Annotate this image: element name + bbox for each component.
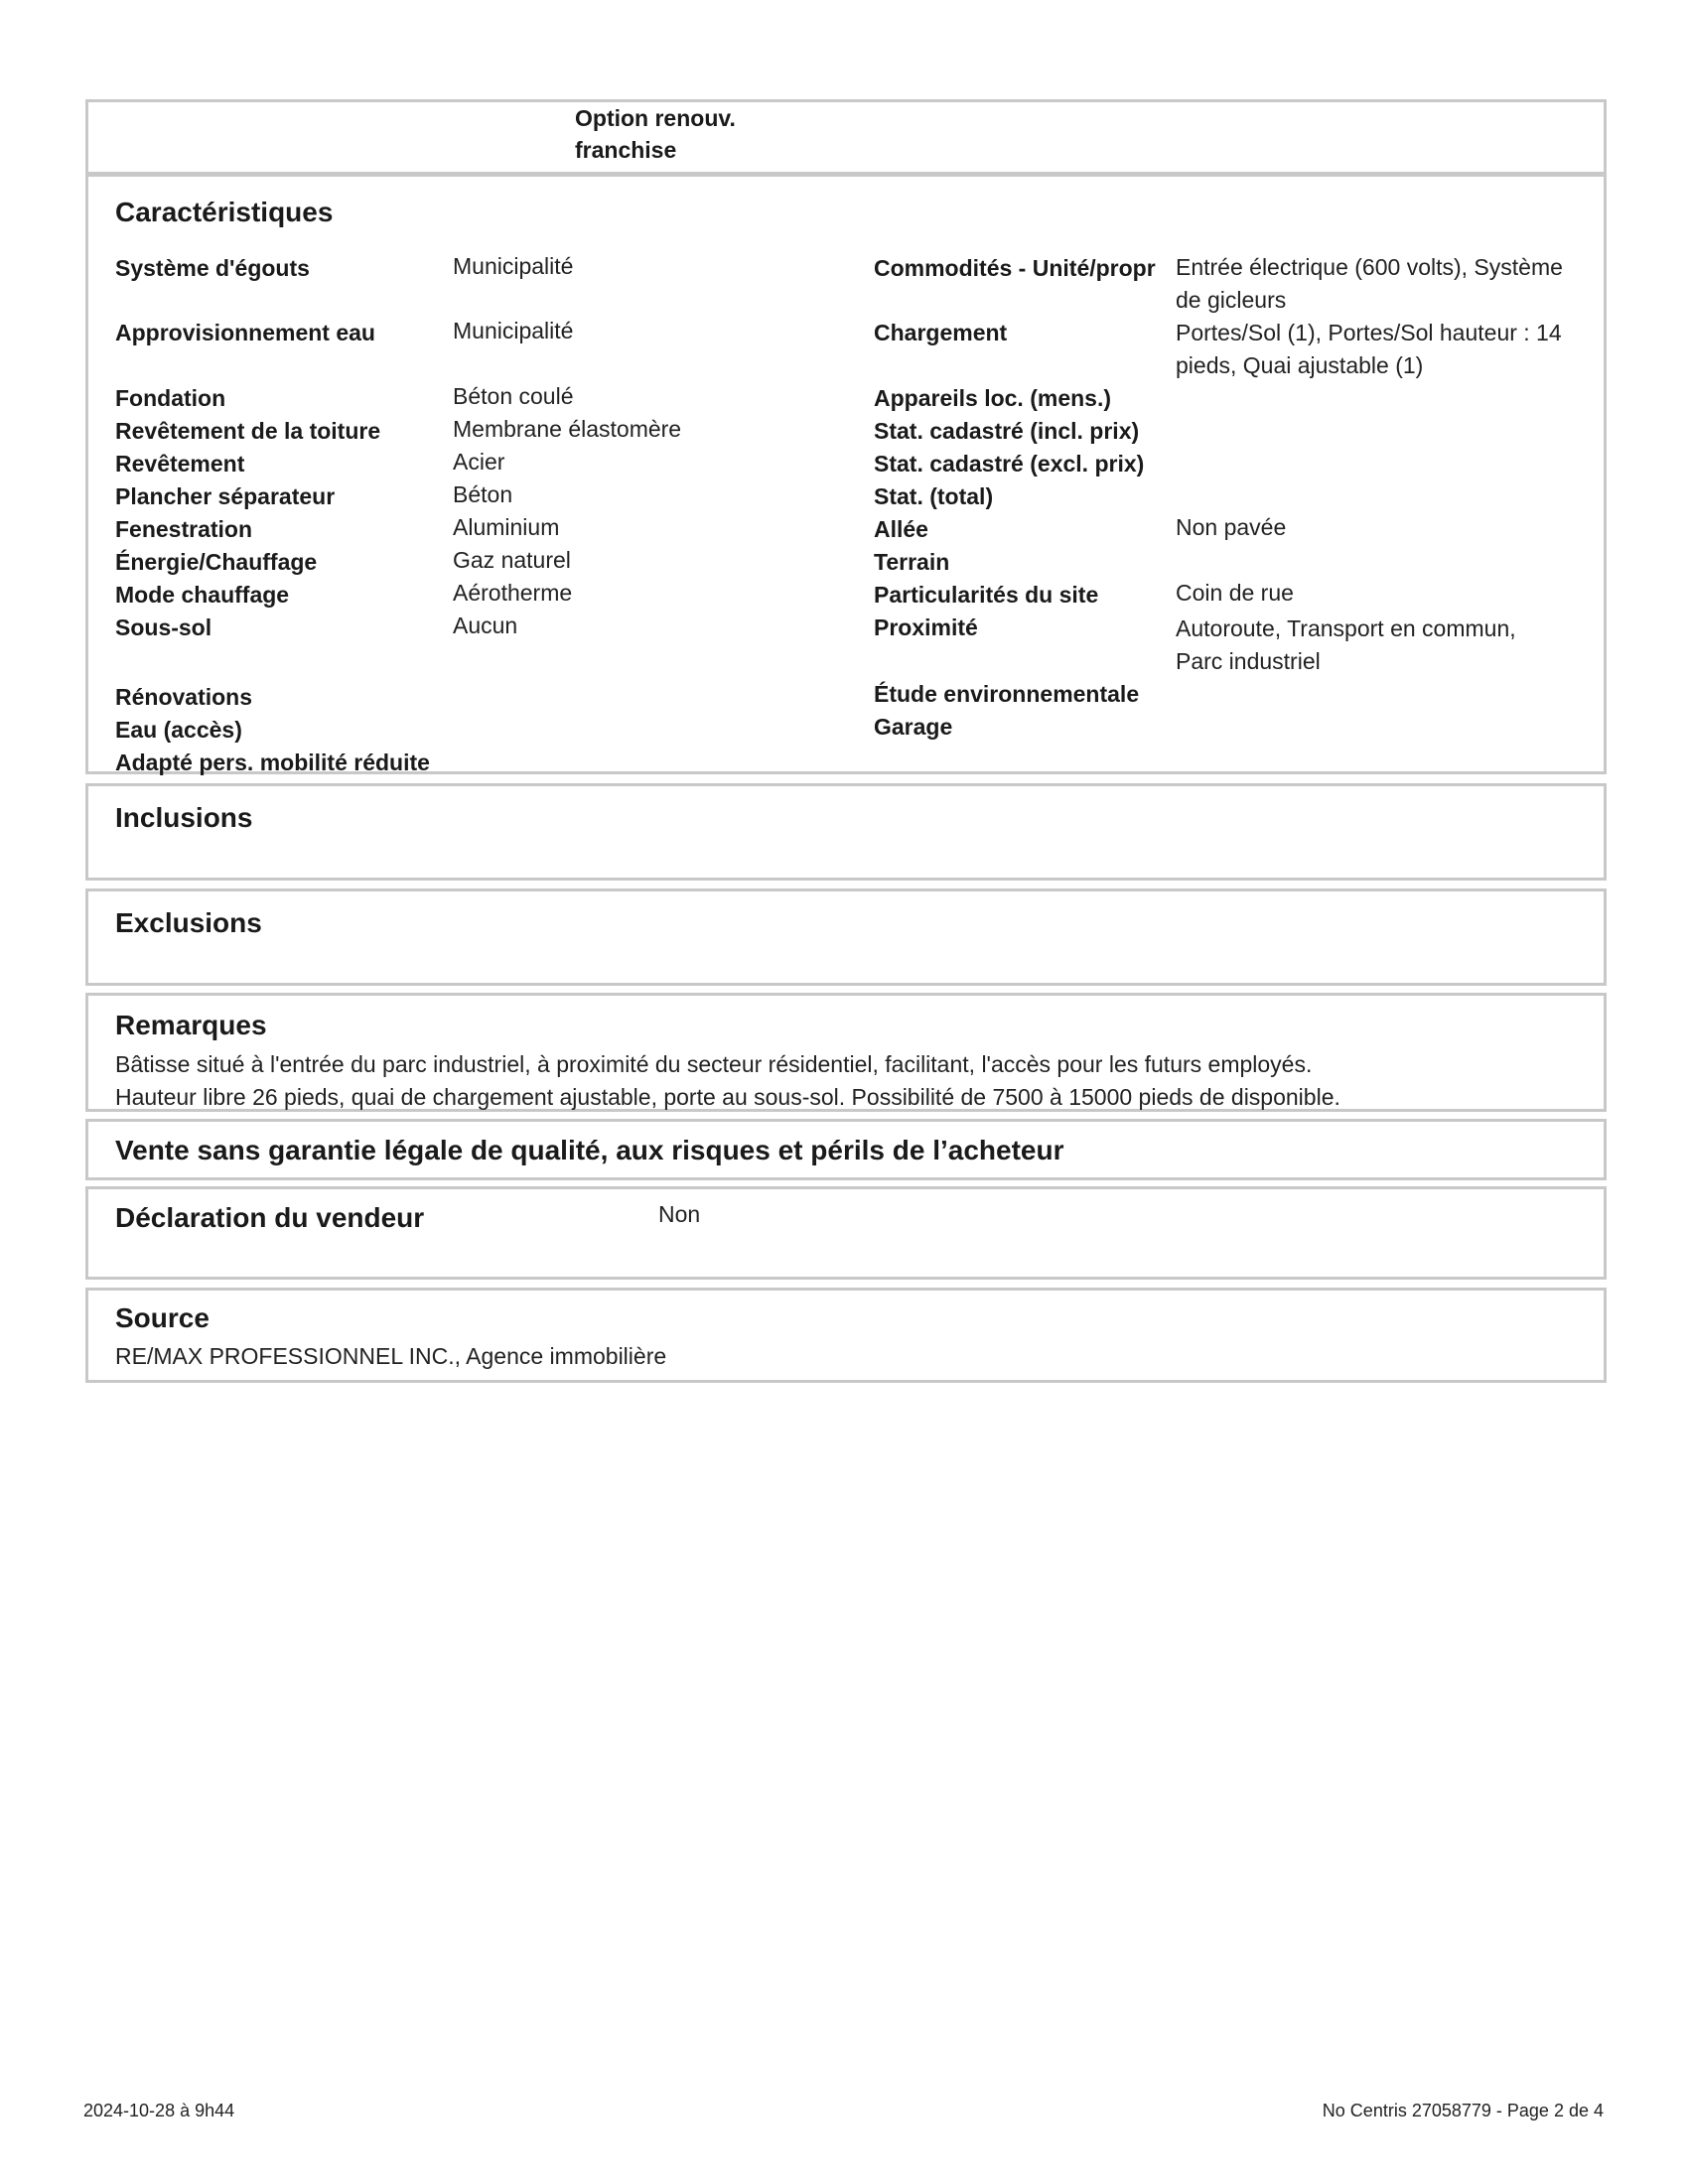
- footer-date: 2024-10-28 à 9h44: [83, 2101, 235, 2120]
- feature-label: Commodités - Unité/propr: [874, 255, 1156, 281]
- feature-label: Terrain: [874, 549, 950, 575]
- feature-label: Fenestration: [115, 516, 253, 542]
- inclusions-title: Inclusions: [115, 802, 253, 833]
- exclusions-section: [85, 888, 1607, 986]
- feature-label: Appareils loc. (mens.): [874, 385, 1112, 411]
- vente-section: [85, 1119, 1607, 1180]
- feature-value: Membrane élastomère: [453, 416, 682, 442]
- remarques-line-1: Bâtisse situé à l'entrée du parc industriel, à proximité du secteur résidentiel, facilitant, l'accès pour les futurs employés.: [115, 1051, 1313, 1077]
- footer-page-info: No Centris 27058779 - Page 2 de 4: [1322, 2101, 1604, 2120]
- feature-label: Adapté pers. mobilité réduite: [115, 750, 430, 775]
- feature-value: Autoroute, Transport en commun, Parc industriel: [1176, 615, 1516, 674]
- feature-value: Aucun: [453, 613, 518, 638]
- declaration-title: Déclaration du vendeur: [115, 1202, 425, 1233]
- feature-value: Aérotherme: [453, 580, 573, 606]
- feature-value: Portes/Sol (1), Portes/Sol hauteur : 14 pieds, Quai ajustable (1): [1176, 320, 1562, 378]
- feature-label: Revêtement: [115, 451, 245, 477]
- feature-value: Municipalité: [453, 318, 574, 343]
- feature-label: Revêtement de la toiture: [115, 418, 381, 444]
- declaration-value: Non: [658, 1201, 701, 1227]
- feature-value: Non pavée: [1176, 514, 1287, 540]
- source-section: [85, 1288, 1607, 1383]
- declaration-section: [85, 1186, 1607, 1280]
- feature-label: Étude environnementale: [874, 681, 1140, 707]
- feature-label: Approvisionnement eau: [115, 320, 375, 345]
- feature-label: Stat. cadastré (incl. prix): [874, 418, 1140, 444]
- source-title: Source: [115, 1302, 210, 1333]
- feature-value: Acier: [453, 449, 505, 475]
- feature-label: Chargement: [874, 320, 1008, 345]
- feature-label: Stat. cadastré (excl. prix): [874, 451, 1145, 477]
- feature-label: Allée: [874, 516, 928, 542]
- feature-label: Eau (accès): [115, 717, 242, 743]
- feature-label: Particularités du site: [874, 582, 1099, 608]
- exclusions-title: Exclusions: [115, 907, 262, 938]
- franchise-label: franchise: [575, 137, 677, 163]
- feature-label: Fondation: [115, 385, 226, 411]
- remarques-title: Remarques: [115, 1010, 267, 1040]
- feature-value: Gaz naturel: [453, 547, 571, 573]
- feature-label: Système d'égouts: [115, 255, 310, 281]
- feature-label: Garage: [874, 714, 953, 740]
- feature-label: Plancher séparateur: [115, 483, 336, 509]
- feature-value: Entrée électrique (600 volts), Système de gicleurs: [1176, 254, 1563, 313]
- feature-value: Béton coulé: [453, 383, 574, 409]
- feature-label: Mode chauffage: [115, 582, 290, 608]
- option-renouv-label: Option renouv.: [575, 105, 736, 131]
- feature-value: Municipalité: [453, 253, 574, 279]
- feature-label: Sous-sol: [115, 614, 212, 640]
- feature-label: Proximité: [874, 614, 978, 640]
- vente-title: Vente sans garantie légale de qualité, aux risques et périls de l’acheteur: [115, 1135, 1064, 1165]
- caracteristiques-section: [85, 174, 1607, 774]
- feature-value: Béton: [453, 481, 513, 507]
- feature-value: Coin de rue: [1176, 580, 1294, 606]
- caracteristiques-title: Caractéristiques: [115, 197, 334, 227]
- remarques-section: [85, 993, 1607, 1112]
- feature-label: Rénovations: [115, 684, 253, 710]
- feature-label: Stat. (total): [874, 483, 994, 509]
- feature-value: Aluminium: [453, 514, 560, 540]
- remarques-line-2: Hauteur libre 26 pieds, quai de chargement ajustable, porte au sous-sol. Possibilité de 7500 à 15000 pieds de disponible.: [115, 1084, 1340, 1110]
- feature-label: Énergie/Chauffage: [115, 549, 318, 575]
- top-row-box: [85, 99, 1607, 175]
- source-value: RE/MAX PROFESSIONNEL INC., Agence immobilière: [115, 1343, 667, 1369]
- inclusions-section: [85, 783, 1607, 881]
